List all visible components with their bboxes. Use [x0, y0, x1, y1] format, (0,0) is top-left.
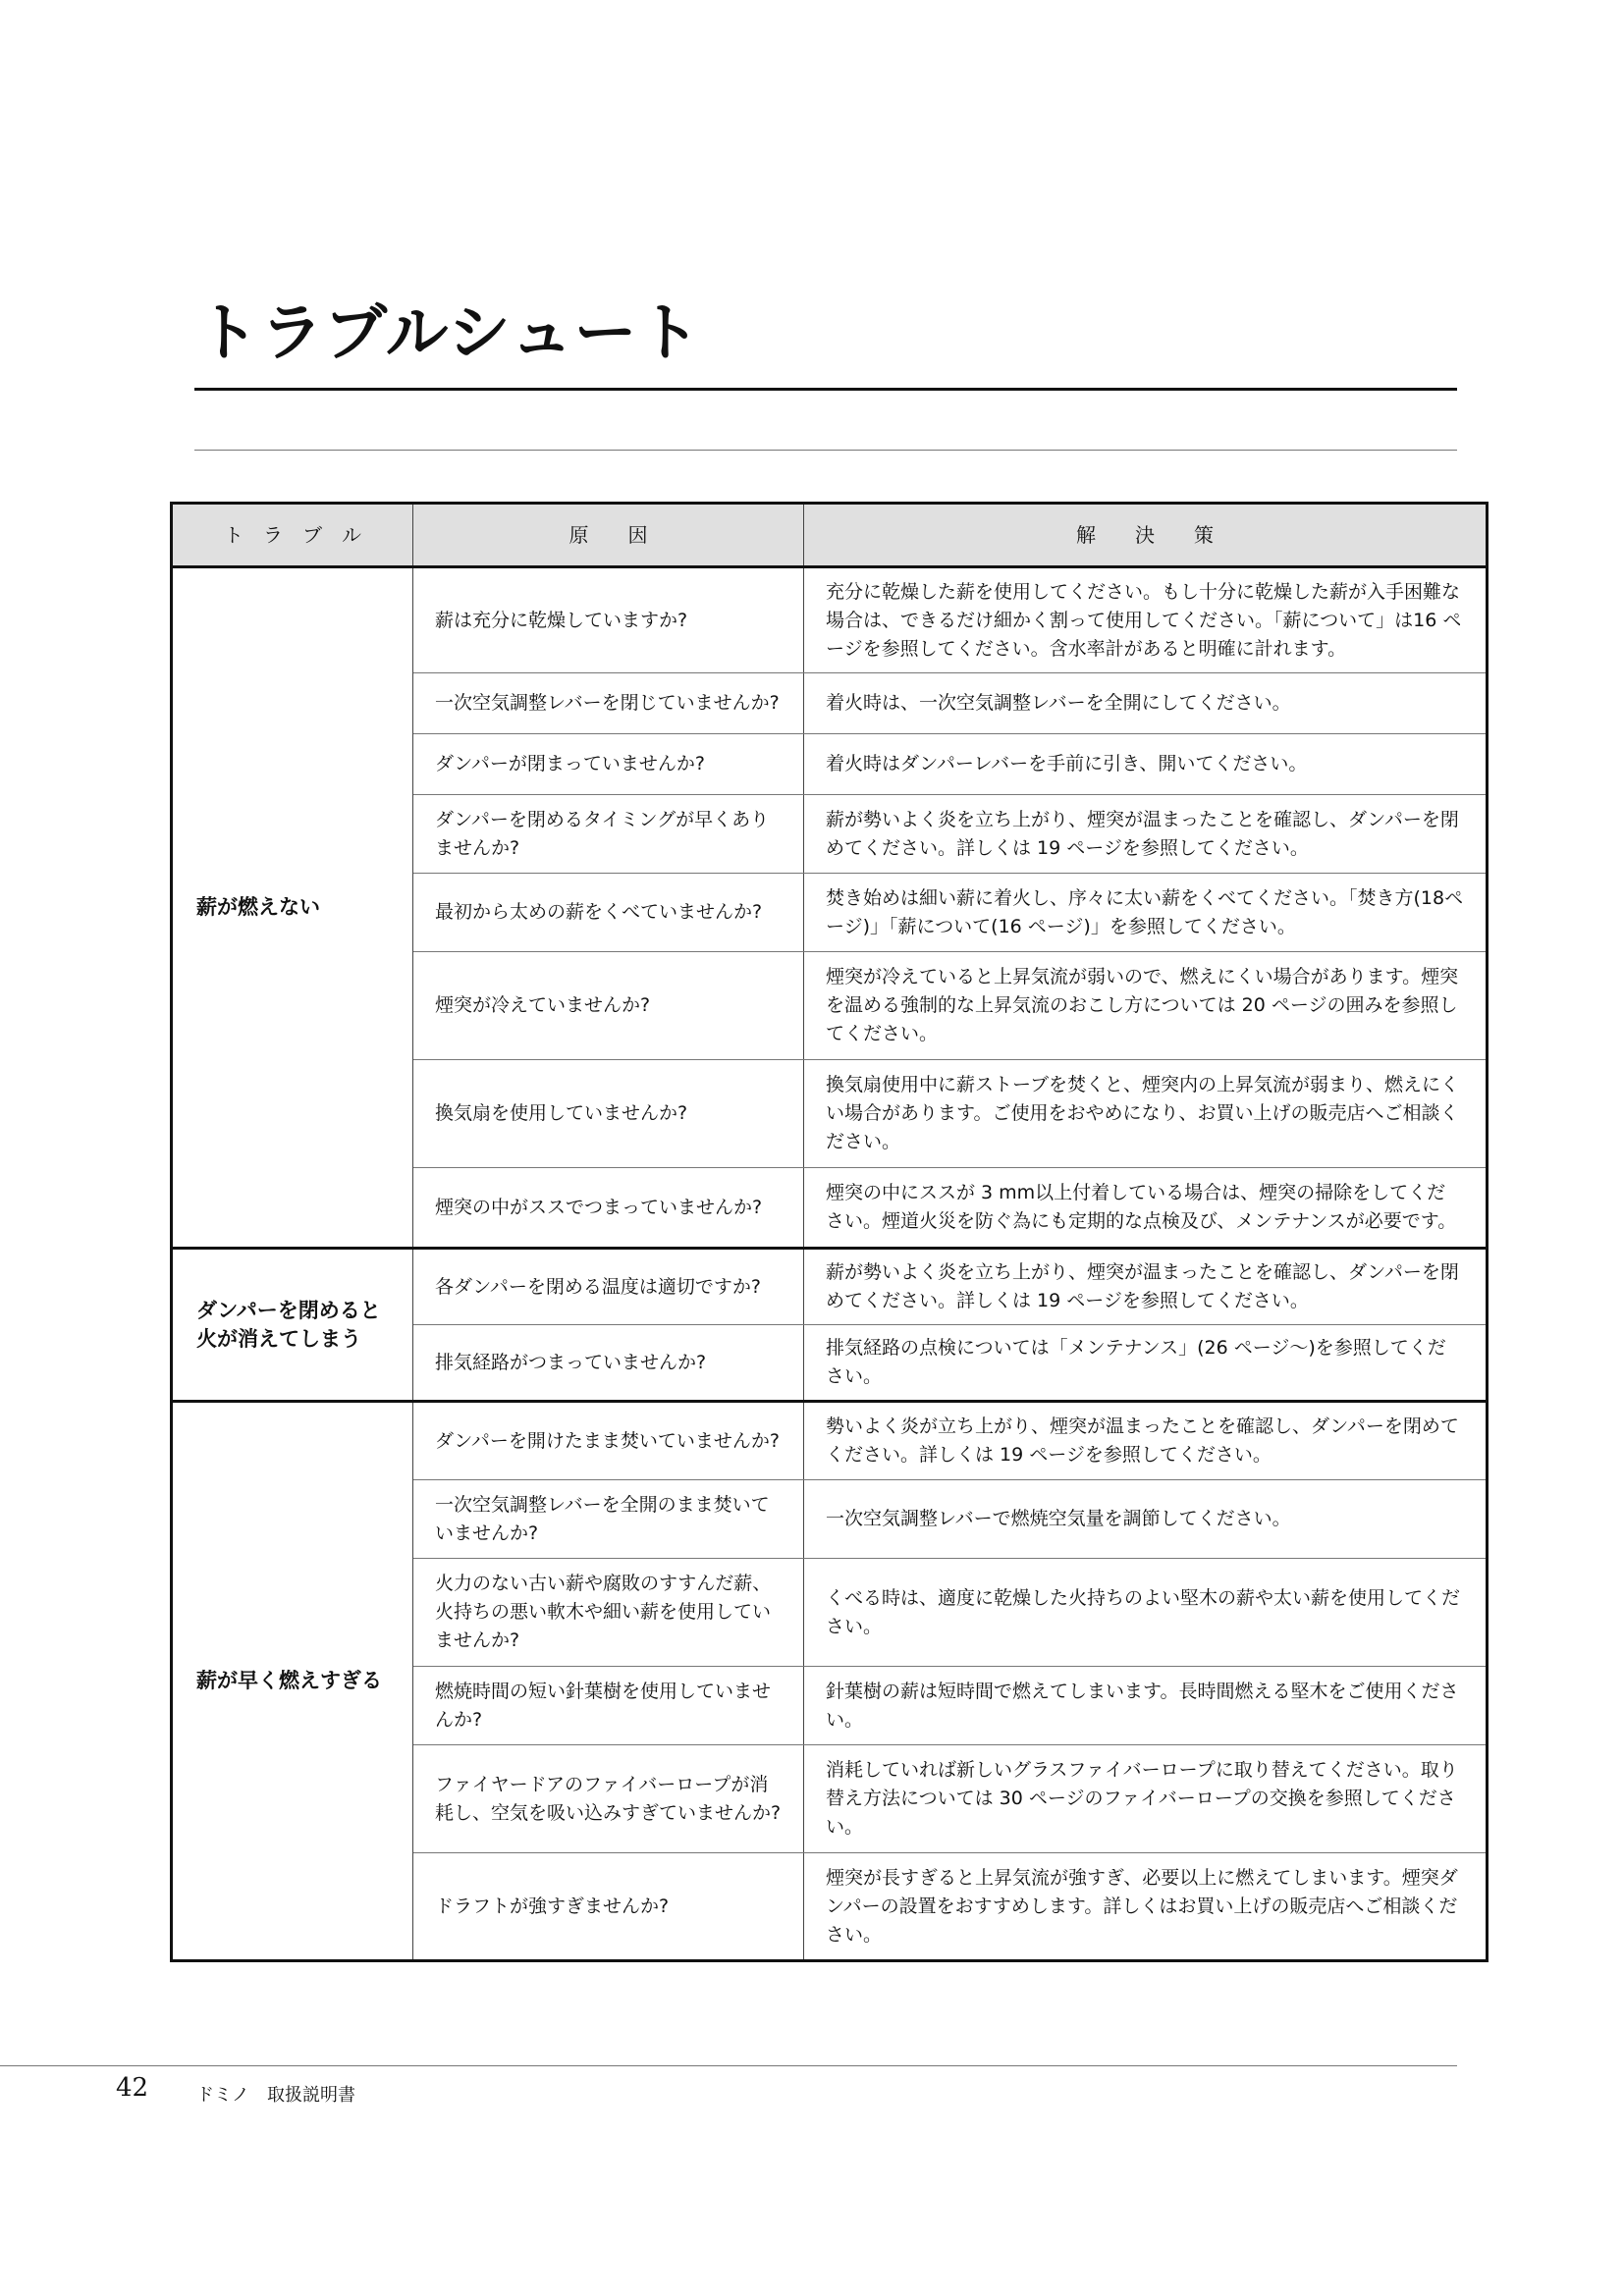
table-header-row: [172, 504, 1488, 567]
document-name: ドミノ 取扱説明書: [196, 2085, 355, 2106]
solution-cell: 一次空気調整レバーで燃焼空気量を調節してください。: [804, 1480, 1488, 1559]
cause-cell: 薪は充分に乾燥していますか?: [413, 567, 804, 673]
solution-cell: 薪が勢いよく炎を立ち上がり、煙突が温まったことを確認し、ダンパーを閉めてください。詳しくは 19 ページを参照してください。: [804, 1249, 1488, 1325]
solution-cell: 消耗していれば新しいグラスファイバーロープに取り替えてください。取り替え方法については 30 ページのファイバーロープの交換を参照してください。: [804, 1745, 1488, 1853]
solution-cell: 煙突の中にススが 3 mm以上付着している場合は、煙突の掃除をしてください。煙道火災を防ぐ為にも定期的な点検及び、メンテナンスが必要です。: [804, 1168, 1488, 1249]
solution-cell: 勢いよく炎が立ち上がり、煙突が温まったことを確認し、ダンパーを閉めてください。詳しくは 19 ページを参照してください。: [804, 1402, 1488, 1480]
footer-divider: [0, 2065, 1457, 2066]
header-trouble: ト ラ ブ ル: [172, 504, 413, 567]
solution-cell: 薪が勢いよく炎を立ち上がり、煙突が温まったことを確認し、ダンパーを閉めてください。詳しくは 19 ページを参照してください。: [804, 795, 1488, 874]
cause-cell: 換気扇を使用していませんか?: [413, 1060, 804, 1168]
table-row: [172, 567, 1488, 673]
cause-cell: ダンパーを閉めるタイミングが早くありませんか?: [413, 795, 804, 874]
trouble-category: 薪が燃えない: [172, 567, 413, 1249]
header-cause: 原 因: [413, 504, 804, 567]
table-row: [172, 1249, 1488, 1325]
cause-cell: 煙突の中がススでつまっていませんか?: [413, 1168, 804, 1249]
solution-cell: 焚き始めは細い薪に着火し、序々に太い薪をくべてください。「焚き方(18ページ)」「薪について(16 ページ)」を参照してください。: [804, 874, 1488, 952]
solution-cell: 着火時は、一次空気調整レバーを全開にしてください。: [804, 673, 1488, 734]
cause-cell: 最初から太めの薪をくべていませんか?: [413, 874, 804, 952]
cause-cell: ドラフトが強すぎませんか?: [413, 1853, 804, 1961]
section-divider: [194, 450, 1457, 451]
solution-cell: 煙突が長すぎると上昇気流が強すぎ、必要以上に燃えてしまいます。煙突ダンパーの設置をおすすめします。詳しくはお買い上げの販売店へご相談ください。: [804, 1853, 1488, 1961]
solution-cell: 針葉樹の薪は短時間で燃えてしまいます。長時間燃える堅木をご使用ください。: [804, 1667, 1488, 1745]
cause-cell: ダンパーを開けたまま焚いていませんか?: [413, 1402, 804, 1480]
header-solution: 解 決 策: [804, 504, 1488, 567]
cause-cell: 煙突が冷えていませんか?: [413, 952, 804, 1060]
table-row: [172, 1402, 1488, 1480]
solution-cell: 換気扇使用中に薪ストーブを焚くと、煙突内の上昇気流が弱まり、燃えにくい場合があります。ご使用をおやめになり、お買い上げの販売店へご相談ください。: [804, 1060, 1488, 1168]
trouble-category: 薪が早く燃えすぎる: [172, 1402, 413, 1961]
cause-cell: 火力のない古い薪や腐敗のすすんだ薪、火持ちの悪い軟木や細い薪を使用していませんか?: [413, 1559, 804, 1667]
solution-cell: 排気経路の点検については「メンテナンス」(26 ページ〜)を参照してください。: [804, 1325, 1488, 1402]
title-underline: [194, 388, 1457, 391]
troubleshooting-table: [170, 502, 1489, 1962]
page-title: トラブルシュート: [196, 296, 702, 370]
cause-cell: 一次空気調整レバーを閉じていませんか?: [413, 673, 804, 734]
cause-cell: 一次空気調整レバーを全開のまま焚いていませんか?: [413, 1480, 804, 1559]
page-number: 42: [116, 2073, 149, 2103]
solution-cell: 煙突が冷えていると上昇気流が弱いので、燃えにくい場合があります。煙突を温める強制的な上昇気流のおこし方については 20 ページの囲みを参照してください。: [804, 952, 1488, 1060]
solution-cell: 充分に乾燥した薪を使用してください。もし十分に乾燥した薪が入手困難な場合は、できるだけ細かく割って使用してください。「薪について」は16 ページを参照してください。含水率計があると明確に計れます。: [804, 567, 1488, 673]
table-body: [172, 567, 1488, 1961]
cause-cell: ダンパーが閉まっていませんか?: [413, 734, 804, 795]
cause-cell: 各ダンパーを閉める温度は適切ですか?: [413, 1249, 804, 1325]
cause-cell: 排気経路がつまっていませんか?: [413, 1325, 804, 1402]
solution-cell: くべる時は、適度に乾燥した火持ちのよい堅木の薪や太い薪を使用してください。: [804, 1559, 1488, 1667]
solution-cell: 着火時はダンパーレバーを手前に引き、開いてください。: [804, 734, 1488, 795]
cause-cell: ファイヤードアのファイバーロープが消耗し、空気を吸い込みすぎていませんか?: [413, 1745, 804, 1853]
trouble-category: ダンパーを閉めると火が消えてしまう: [172, 1249, 413, 1402]
cause-cell: 燃焼時間の短い針葉樹を使用していませんか?: [413, 1667, 804, 1745]
